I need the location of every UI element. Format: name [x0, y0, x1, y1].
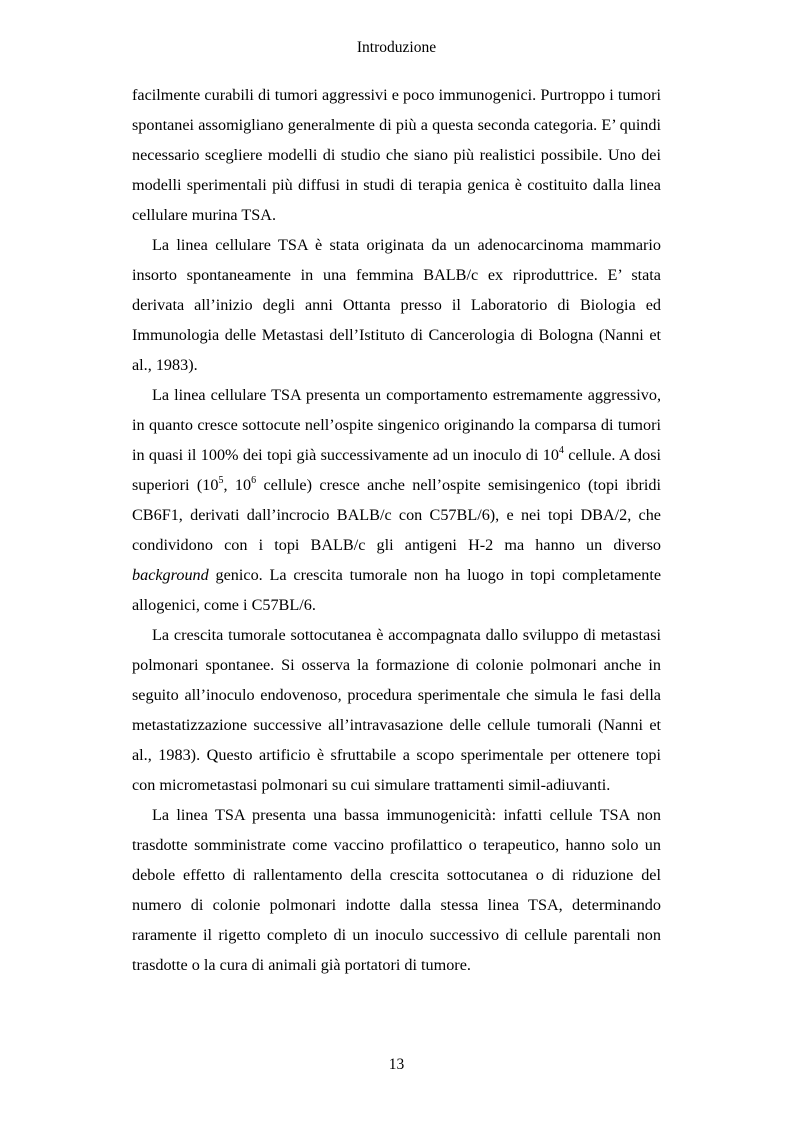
paragraph-3-text-c: , 10 — [223, 476, 252, 494]
running-header: Introduzione — [356, 39, 437, 56]
exponent-4: 4 — [558, 445, 564, 456]
page-number: 13 — [388, 1056, 405, 1073]
paragraph-3-text-b: cellule. A dosi superiori (10 — [132, 446, 661, 494]
body-text — [132, 80, 661, 980]
paragraph-3-text-d: cellule) cresce anche nell’ospite semisingenico (topi ibridi CB6F1, derivati dall’incrocio BALB/c con C57BL/6), e nei topi DBA/2, che condividono con i topi BALB/c gli antigeni H-2 ma hanno un diverso — [132, 476, 661, 554]
paragraph-2: La linea cellulare TSA è stata originata da un adenocarcinoma mammario insorto spontaneamente in una femmina BALB/c ex riproduttrice. E’ stata derivata all’inizio degli anni Ottanta presso il Laboratorio di Biologia ed Immunologia delle Metastasi dell’Istituto di Cancerologia di Bologna (Nanni et al., 1983). — [132, 236, 661, 374]
paragraph-5: La linea TSA presenta una bassa immunogenicità: infatti cellule TSA non trasdotte somministrate come vaccino profilattico o terapeutico, hanno solo un debole effetto di rallentamento della crescita sottocutanea o di riduzione del numero di colonie polmonari indotte dalla stessa linea TSA, determinando raramente il rigetto completo di un inoculo successivo di cellule parentali non trasdotte o la cura di animali già portatori di tumore. — [132, 806, 661, 974]
paragraph-3 — [132, 380, 661, 620]
paragraph-3-text-a: La linea cellulare TSA presenta un comportamento estremamente aggressivo, in quanto cresce sottocute nell’ospite singenico originando la comparsa di tumori in quasi il 100% dei topi già successivamente ad un inoculo di 10 — [132, 386, 661, 464]
paragraph-4: La crescita tumorale sottocutanea è accompagnata dallo sviluppo di metastasi polmonari spontanee. Si osserva la formazione di colonie polmonari anche in seguito all’inoculo endovenoso, procedura sperimentale che simula le fasi della metastatizzazione successive all’intravasazione delle cellule tumorali (Nanni et al., 1983). Questo artificio è sfruttabile a scopo sperimentale per ottenere topi con micrometastasi polmonari su cui simulare trattamenti simil-adiuvanti. — [132, 626, 661, 794]
exponent-5: 5 — [218, 475, 224, 486]
exponent-6: 6 — [251, 475, 257, 486]
italic-term: background — [132, 566, 209, 584]
paragraph-3-text-e: genico. La crescita tumorale non ha luogo in topi completamente allogenici, come i C57BL/6. — [132, 566, 661, 614]
paragraph-1: facilmente curabili di tumori aggressivi e poco immunogenici. Purtroppo i tumori spontanei assomigliano generalmente di più a questa seconda categoria. E’ quindi necessario scegliere modelli di studio che siano più realistici possibile. Uno dei modelli sperimentali più diffusi in studi di terapia genica è costituito dalla linea cellulare murina TSA. — [132, 86, 661, 224]
